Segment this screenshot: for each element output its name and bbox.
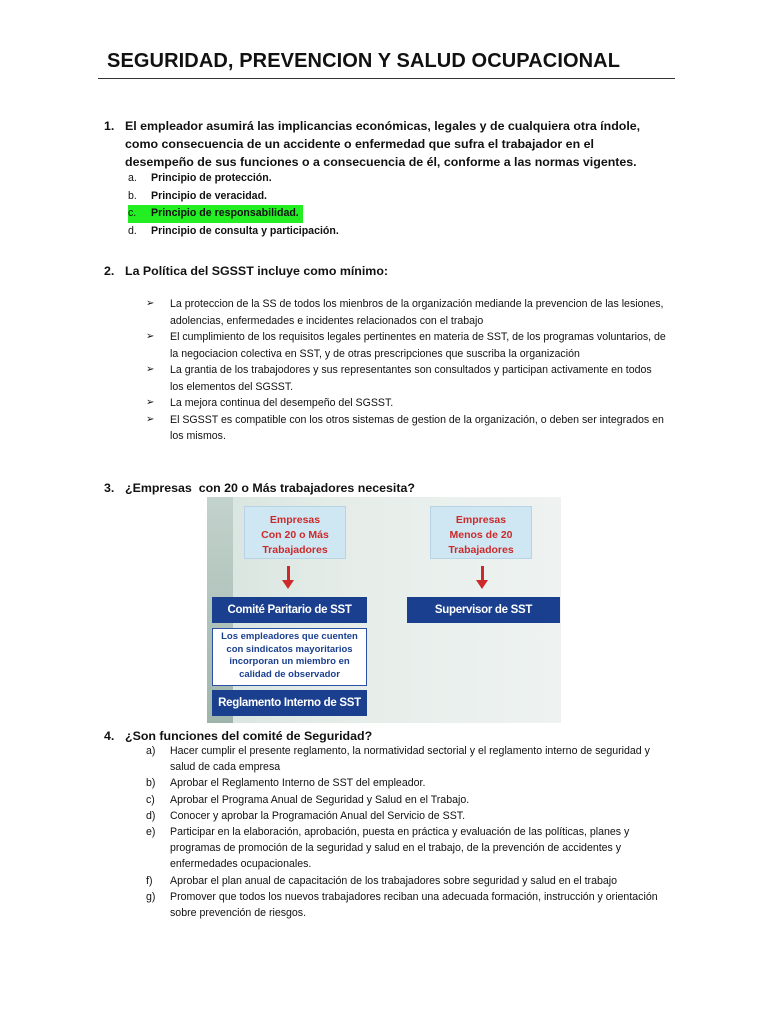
option-c-highlighted (128, 205, 303, 223)
arrow-bullet-icon: ➢ (146, 413, 155, 425)
bullet-text: La proteccion de la SS de todos los mienbros de la organización mediande la prevencion de las lesiones, adolencias, enfermedades e incidentes relacionados con el trabajo (170, 298, 664, 327)
option-text: Principio de veracidad. (151, 189, 267, 202)
question-number: 3. (104, 481, 115, 495)
page-title: SEGURIDAD, PREVENCION Y SALUD OCUPACIONAL (107, 50, 621, 72)
item-letter: e) (146, 826, 156, 839)
item-text: Participar en la elaboración, aprobación, puesta en práctica y evaluación de las políticas, planes y programas de promoción de la seguridad y salud en el trabajo, de la prevención de accidentes y enfermedades ocupacionales. (170, 826, 630, 871)
list-item (146, 792, 666, 808)
list-item (146, 395, 666, 412)
bullet-text: La mejora continua del desempeño del SGSST. (170, 397, 394, 409)
arrow-bullet-icon: ➢ (146, 331, 155, 342)
question-text: La Política del SGSST incluye como mínimo: (125, 264, 389, 278)
bullet-text: El cumplimiento de los requisitos legales pertinentes en materia de SST, de los programas voluntarios, de la negociacion colectiva en SST, y de otras prescripciones que suscriba la organización (170, 331, 666, 360)
list-item (146, 775, 666, 791)
committee-functions-list (146, 743, 666, 921)
option-b (128, 188, 303, 206)
list-item (146, 296, 666, 329)
item-letter: b) (146, 777, 156, 790)
option-text: Principio de protección. (151, 172, 272, 184)
box-20-or-more: Empresas Con 20 o Más Trabajadores (244, 506, 346, 559)
question-text: ¿Son funciones del comité de Seguridad? (125, 729, 373, 743)
item-letter: g) (146, 890, 156, 903)
list-item (146, 873, 666, 889)
policy-bullet-list (146, 296, 666, 445)
option-a (128, 170, 303, 188)
item-text: Hacer cumplir el presente reglamento, la normatividad sectorial y el reglamento interno de seguridad y salud de cada empresa (170, 745, 650, 774)
list-item (146, 889, 666, 921)
box-less-than-20: Empresas Menos de 20 Trabajadores (430, 506, 532, 559)
bullet-text: El SGSST es compatible con los otros sistemas de gestion de la organización, o deben ser integrados en los mismos. (170, 413, 664, 442)
option-letter: d. (128, 224, 137, 237)
arrow-bullet-icon: ➢ (146, 364, 155, 375)
arrow-down-icon (282, 580, 294, 589)
option-d (128, 223, 339, 241)
arrow-bullet-icon: ➢ (146, 298, 155, 309)
question-number: 2. (104, 264, 115, 278)
comite-paritario-box: Comité Paritario de SST (212, 597, 367, 623)
option-letter: c. (128, 207, 137, 219)
option-letter: b. (128, 189, 137, 202)
bullet-text: La grantia de los trabajodores y sus representantes son consultados y participan activamente en todos los elementos del SGSST. (170, 364, 652, 393)
list-item (146, 362, 666, 395)
question-number: 1. (104, 119, 115, 133)
item-text: Aprobar el Programa Anual de Seguridad y Salud en el Trabajo. (170, 793, 470, 806)
arrow-bullet-icon: ➢ (146, 397, 155, 408)
sst-diagram (207, 497, 561, 723)
list-item (146, 808, 666, 824)
list-item (146, 824, 666, 873)
question-text: El empleador asumirá las implicancias económicas, legales y de cualquiera otra índole, como consecuencia de un accidente o enfermedad que sufra el trabajador en el desempeño de sus funciones o a consecuencia de él, conforme a las normas vigentes. (125, 119, 641, 169)
item-letter: f) (146, 874, 153, 887)
arrow-down-icon (476, 580, 488, 589)
question-text: ¿Empresas con 20 o Más trabajadores necesita? (125, 481, 415, 495)
item-text: Conocer y aprobar la Programación Anual del Servicio de SST. (170, 809, 466, 822)
supervisor-box: Supervisor de SST (407, 597, 560, 623)
item-text: Aprobar el plan anual de capacitación de los trabajadores sobre seguridad y salud en el trabajo (170, 874, 617, 887)
list-item (146, 329, 666, 362)
item-letter: d) (146, 809, 156, 822)
list-item (146, 743, 666, 775)
option-letter: a. (128, 172, 137, 184)
arrow-right-stem (481, 566, 484, 581)
question-number: 4. (104, 729, 115, 743)
title-underline (98, 78, 675, 79)
option-text: Principio de consulta y participación. (151, 224, 339, 237)
observer-note: Los empleadores que cuenten con sindicatos mayoritarios incorporan un miembro en calidad de observador (212, 628, 367, 686)
item-letter: c) (146, 793, 155, 806)
item-text: Aprobar el Reglamento Interno de SST del empleador. (170, 777, 426, 790)
arrow-left-stem (287, 566, 290, 581)
item-letter: a) (146, 745, 156, 757)
option-text: Principio de responsabilidad. (151, 207, 299, 219)
list-item (146, 412, 666, 445)
question-1-options (128, 170, 339, 240)
reglamento-box: Reglamento Interno de SST (212, 690, 367, 716)
item-text: Promover que todos los nuevos trabajadores reciban una adecuada formación, instrucción y orientación sobre prevención de riesgos. (170, 890, 658, 920)
